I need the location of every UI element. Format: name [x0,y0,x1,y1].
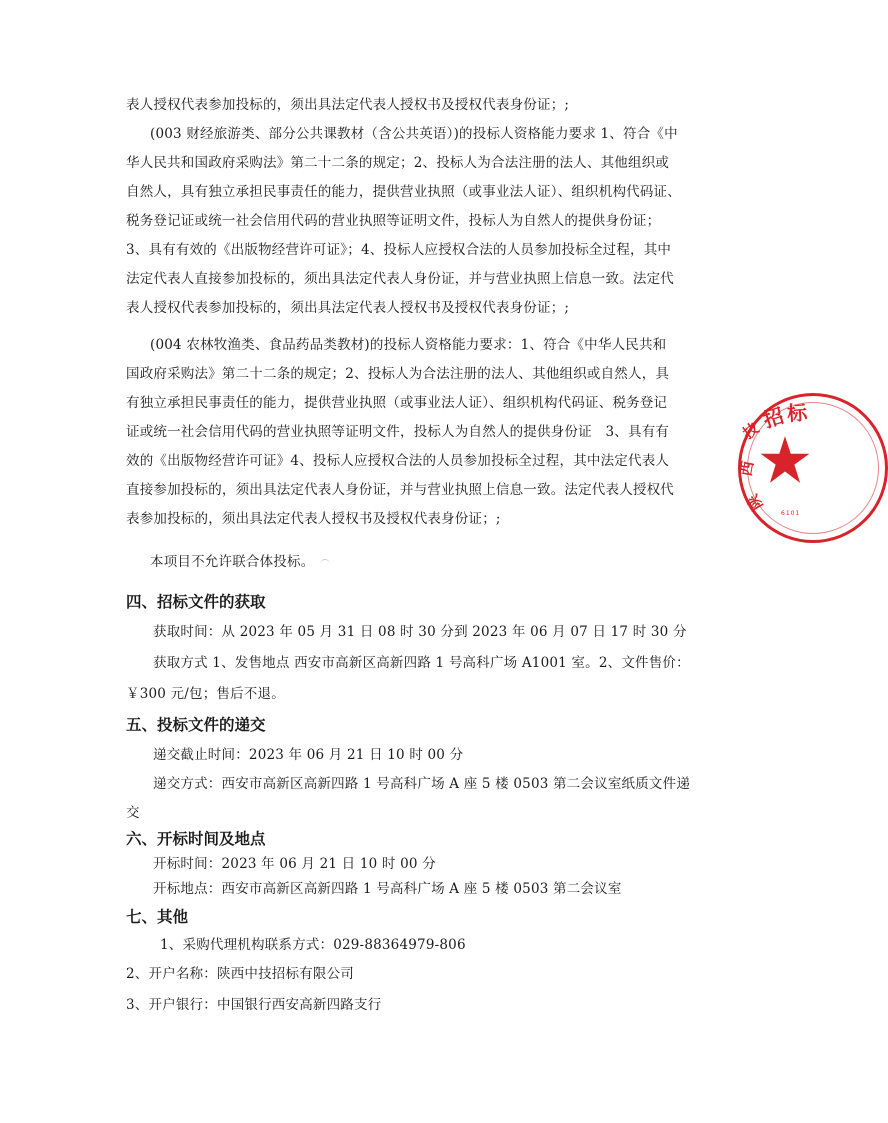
section-5-method-1: 递交方式：西安市高新区高新四路 1 号高科广场 A 座 5 楼 0503 第二会议室纸质文件递 [153,776,691,792]
para-line-5: 税务登记证或统一社会信用代码的营业执照等证明文件，投标人为自然人的提供身份证； [126,213,661,229]
no-consortium-text: 本项目不允许联合体投标。 [150,554,315,570]
section-5-deadline: 递交截止时间：2023 年 06 月 21 日 10 时 00 分 [153,747,464,763]
section-5-method-2: 交 [126,805,140,821]
para-line-6: 3、具有有效的《出版物经营许可证》；4、投标人应授权合法的人员参加投标全过程，其中 [126,242,672,258]
section-5-heading: 五、投标文件的递交 [126,716,266,734]
section-7-account-name: 2、开户名称：陕西中技招标有限公司 [126,966,354,982]
section-6-place: 开标地点：西安市高新区高新四路 1 号高科广场 A 座 5 楼 0503 第二会议室 [153,881,622,897]
section-7-contact: 1、采购代理机构联系方式：029-88364979-806 [160,937,466,953]
seal-char-4: 西 [736,459,758,478]
official-seal [738,393,888,543]
para-line-1: 表人授权代表参加投标的，须出具法定代表人授权书及授权代表身份证；; [126,97,570,113]
para-line-9: (004 农林牧渔类、食品药品类教材)的投标人资格能力要求：1、符合《中华人民共和 [150,337,667,353]
seal-char-3: 技 [739,419,763,443]
para-line-11: 有独立承担民事责任的能力，提供营业执照（或事业法人证）、组织机构代码证、税务登记 [126,395,668,411]
para-line-4: 自然人，具有独立承担民事责任的能力，提供营业执照（或事业法人证）、组织机构代码证、 [126,184,681,200]
section-4-method-1: 获取方式 1、发售地点 西安市高新区高新四路 1 号高科广场 A1001 室。2、文件售价： [153,655,690,671]
para-line-12: 证或统一社会信用代码的营业执照等证明文件，投标人为自然人的提供身份证 3、具有有 [126,424,670,440]
section-6-heading: 六、开标时间及地点 [126,830,266,848]
seal-char-5: 陕 [743,491,767,514]
no-consortium-note [150,552,330,572]
para-line-3: 华人民共和国政府采购法》第二十二条的规定；2、投标人为合法注册的法人、其他组织或 [126,155,670,171]
seal-code: 6101 [781,510,801,517]
section-4-time: 获取时间：从 2023 年 05 月 31 日 08 时 30 分到 2023 年 06 月 07 日 17 时 30 分 [153,624,687,640]
para-line-14: 直接参加投标的，须出具法定代表人身份证，并与营业执照上信息一致。法定代表人授权代 [126,482,674,498]
para-line-15: 表参加投标的，须出具法定代表人授权书及授权代表身份证；; [126,511,501,527]
para-line-7: 法定代表人直接参加投标的，须出具法定代表人身份证，并与营业执照上信息一致。法定代 [126,271,674,287]
section-6-time: 开标时间：2023 年 06 月 21 日 10 时 00 分 [153,856,436,872]
seal-char-1: 招 [760,403,787,433]
para-line-2: (003 财经旅游类、部分公共课教材（含公共英语）)的投标人资格能力要求 1、符合《中 [150,126,678,142]
section-4-method-2: ￥300 元/包；售后不退。 [126,686,285,702]
seal-star-icon [759,434,811,486]
para-line-10: 国政府采购法》第二十二条的规定；2、投标人为合法注册的法人、其他组织或自然人，具 [126,366,670,382]
section-7-heading: 七、其他 [126,908,189,926]
faint-mark-icon [320,559,330,566]
seal-char-2: 标 [786,400,808,426]
section-7-bank: 3、开户银行：中国银行西安高新四路支行 [126,997,382,1013]
section-4-heading: 四、招标文件的获取 [126,593,266,611]
para-line-13: 效的《出版物经营许可证》4、投标人应授权合法的人员参加投标全过程，其中法定代表人 [126,453,670,469]
para-line-8: 表人授权代表参加投标的，须出具法定代表人授权书及授权代表身份证；; [126,300,570,316]
